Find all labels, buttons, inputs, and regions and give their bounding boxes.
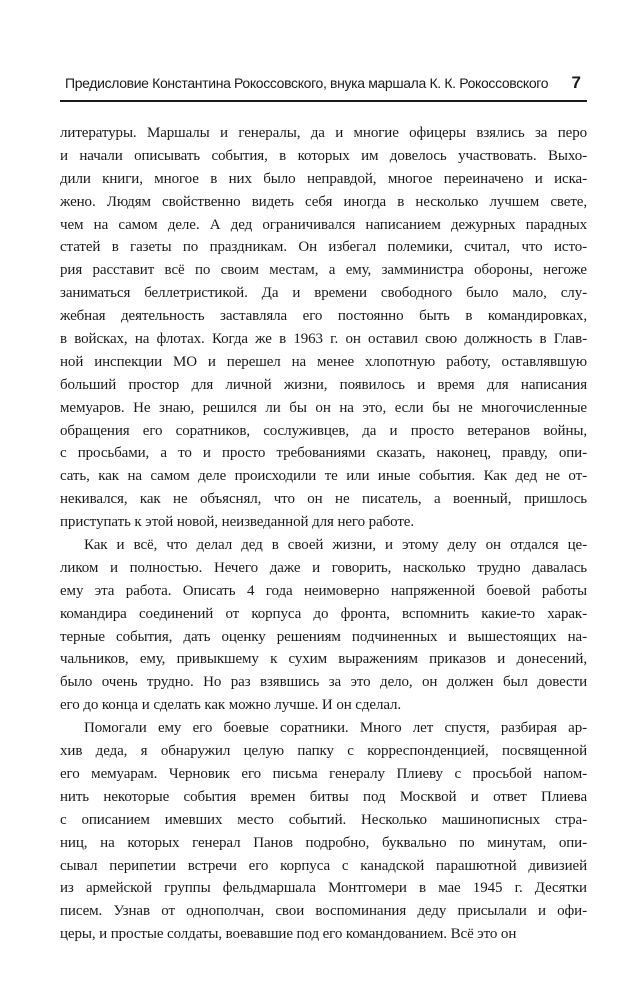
text-line: в войсках, на флотах. Когда же в 1963 г. он оставил свою должность в Глав- xyxy=(60,331,587,348)
text-line: командира соединений от корпуса до фронта, вспомнить какие-то харак- xyxy=(60,605,587,622)
text-line: ему эта работа. Описать 4 года неимоверно напряженной боевой работы xyxy=(60,582,587,599)
text-line: литературы. Маршалы и генералы, да и многие офицеры взялись за перо xyxy=(60,125,587,141)
text-line: больший простор для личной жизни, появилось и время для написания xyxy=(60,376,587,393)
text-line: заниматься беллетристикой. Да и времени свободного было мало, слу- xyxy=(60,285,587,302)
paragraph xyxy=(60,717,587,946)
text-line: жено. Людям свойственно видеть себя иногда в несколько лучшем свете, xyxy=(60,193,587,210)
text-line: ниц, на которых генерал Панов подробно, буквально по минутам, опи- xyxy=(60,834,587,851)
text-line: сывал перипетии встречи его корпуса с канадской парашютной дивизией xyxy=(60,857,587,874)
text-line: статей в газеты по праздникам. Он избегал полемики, считал, что исто- xyxy=(60,239,587,256)
paragraph xyxy=(60,122,587,534)
running-header xyxy=(60,70,587,102)
text-line: терные события, дать оценку решениям подчиненных и вышестоящих на- xyxy=(60,628,587,645)
paragraph xyxy=(60,534,587,717)
text-line: мемуаров. Не знаю, решился ли бы он на это, если бы не многочисленные xyxy=(60,399,587,416)
text-line: Как и всё, что делал дед в своей жизни, и этому делу он отдался це- xyxy=(84,537,587,554)
body-text xyxy=(60,122,587,946)
text-line: было очень трудно. Но раз взявшись за это дело, он должен был довести xyxy=(60,674,587,691)
text-line: хив деда, я обнаружил целую папку с корреспонденцией, посвященной xyxy=(60,743,587,760)
text-line: ной инспекции МО и перешел на менее хлопотную работу, оставлявшую xyxy=(60,353,587,370)
running-title: Предисловие Константина Рокоссовского, внука маршала К. К. Рокоссовского xyxy=(65,75,549,91)
text-line: обращения его соратников, сослуживцев, да и просто ветеранов войны, xyxy=(60,422,587,439)
text-line: чальников, ему, привыкшему к сухим выражениям приказов и донесений, xyxy=(60,651,587,668)
text-line: приступать к этой новой, неизведанной для него работе. xyxy=(60,514,415,531)
text-line: и начали описывать события, в которых им довелось участвовать. Выхо- xyxy=(60,147,587,164)
text-line: сать, как на самом деле происходили те или иные события. Как дед не от- xyxy=(60,468,587,485)
text-line: некивался, как не объяснял, что он не писатель, а военный, пришлось xyxy=(60,491,587,508)
text-line: церы, и простые солдаты, воевавшие под его командованием. Всё это он xyxy=(60,926,517,943)
text-line: дили книги, многое в них было неправдой, многое переиначено и иска- xyxy=(60,170,587,187)
text-line: чем на самом деле. А дед ограничивался написанием дежурных парадных xyxy=(60,216,587,233)
text-line: из армейской группы фельдмаршала Монтгомери в мае 1945 г. Десятки xyxy=(60,880,587,897)
text-line: писем. Узнав от однополчан, свои воспоминания деду присылали и офи- xyxy=(60,903,587,920)
text-line: Помогали ему его боевые соратники. Много лет спустя, разбирая ар- xyxy=(84,720,587,737)
page-number: 7 xyxy=(571,73,581,92)
text-line: его мемуарам. Черновик его письма генералу Плиеву с просьбой напом- xyxy=(60,765,587,782)
text-line: ликом и полностью. Нечего даже и говорить, насколько трудно давалась xyxy=(60,559,587,576)
text-line: рия расставит всё по своим местам, а ему, замминистра обороны, негоже xyxy=(60,262,587,279)
text-line: с описанием имевших место событий. Несколько машинописных стра- xyxy=(60,811,587,828)
text-line: жебная деятельность заставляла его постоянно быть в командировках, xyxy=(60,308,587,325)
text-line: его до конца и сделать как можно лучше. И он сделал. xyxy=(60,697,402,714)
text-line: нить некоторые события времен битвы под Москвой и ответ Плиева xyxy=(60,788,587,805)
text-line: с просьбами, а то и просто требованиями сказать, наконец, правду, опи- xyxy=(60,445,587,462)
